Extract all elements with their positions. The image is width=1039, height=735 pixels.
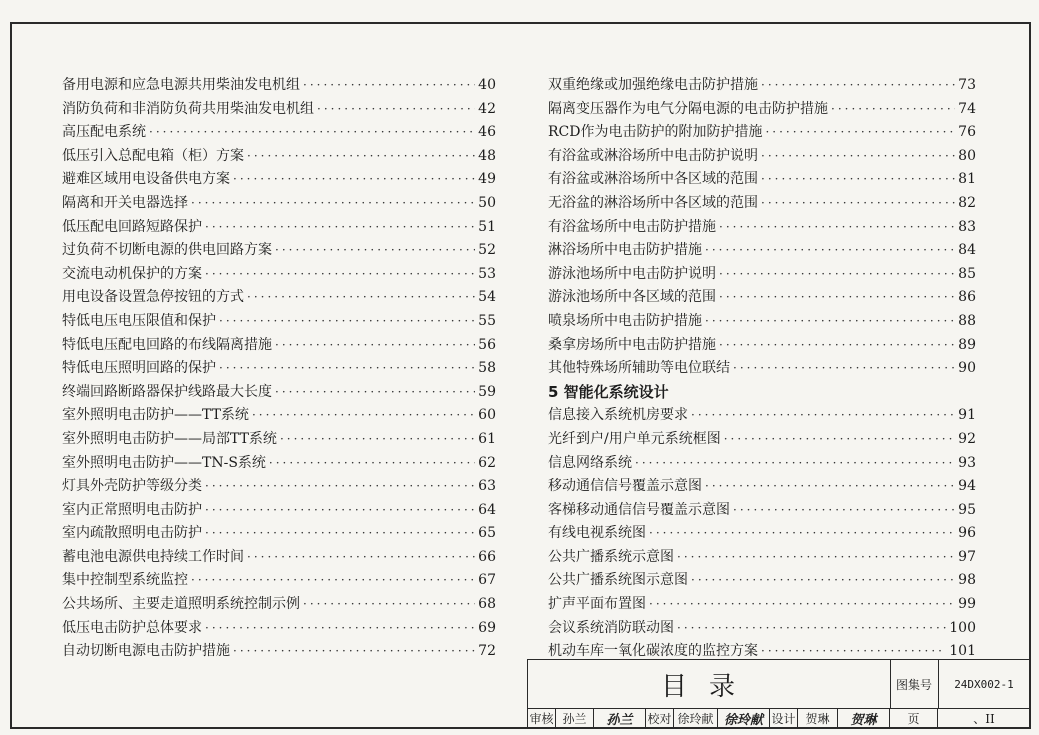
toc-entry-title: 有线电视系统图 (548, 525, 646, 542)
toc-entry (62, 98, 496, 122)
toc-dot-leader (761, 196, 955, 210)
toc-entry (548, 192, 976, 216)
toc-dot-leader (303, 78, 475, 92)
toc-entry-title: 集中控制型系统监控 (62, 572, 188, 589)
designer-signature: 贺琳 (838, 708, 890, 729)
toc-entry-title: 公共广播系统示意图 (548, 548, 674, 565)
toc-entry (62, 640, 496, 664)
toc-entry-title: 游泳池场所中各区域的范围 (548, 289, 716, 306)
toc-dot-leader (205, 503, 475, 517)
toc-entry-page: 72 (478, 643, 496, 660)
page-number: 、II (973, 712, 995, 726)
toc-right-column (548, 74, 976, 664)
toc-dot-leader (765, 125, 955, 139)
toc-entry (62, 404, 496, 428)
toc-dot-leader (719, 290, 955, 304)
toc-entry-title: 隔离变压器作为电气分隔电源的电击防护措施 (548, 100, 828, 117)
toc-entry (548, 428, 976, 452)
toc-entry (62, 381, 496, 405)
toc-entry-title: 交流电动机保护的方案 (62, 265, 202, 282)
toc-dot-leader (705, 243, 955, 257)
atlas-number: 24DX002-1 (938, 660, 1030, 709)
toc-entry (548, 593, 976, 617)
toc-dot-leader (205, 526, 475, 540)
toc-entry-page: 99 (958, 596, 976, 613)
toc-entry-title: 室内疏散照明电击防护 (62, 525, 202, 542)
toc-entry-page: 81 (958, 171, 976, 188)
toc-entry-title: 特低电压照明回路的保护 (62, 360, 216, 377)
toc-entry (62, 121, 496, 145)
toc-dot-leader (149, 125, 475, 139)
toc-dot-leader (705, 479, 955, 493)
toc-entry-title: 低压电击防护总体要求 (62, 619, 202, 636)
toc-entry-page: 73 (958, 77, 976, 93)
toc-entry (62, 145, 496, 169)
checker-signature: 徐玲献 (718, 708, 770, 729)
toc-entry (62, 216, 496, 240)
toc-dot-leader (719, 220, 955, 234)
toc-entry (62, 569, 496, 593)
toc-dot-leader (831, 102, 955, 116)
toc-entry (62, 475, 496, 499)
toc-entry-title: 有浴盆或淋浴场所中电击防护说明 (548, 147, 758, 164)
toc-entry-title: 桑拿房场所中电击防护措施 (548, 336, 716, 353)
toc-entry-page: 60 (478, 407, 496, 424)
toc-entry (62, 452, 496, 476)
toc-entry-page: 50 (478, 194, 496, 211)
toc-entry-title: 室外照明电击防护——TT系统 (62, 407, 249, 424)
atlas-number-label: 图集号 (890, 660, 939, 709)
designer-name: 贺琳 (798, 708, 838, 729)
toc-entry-page: 95 (958, 501, 976, 518)
toc-entry-page: 82 (958, 194, 976, 211)
toc-dot-leader (761, 644, 946, 658)
toc-dot-leader (761, 149, 955, 163)
toc-left-column (62, 74, 496, 664)
toc-dot-leader (191, 573, 475, 587)
toc-entry (548, 98, 976, 122)
toc-entry-title: 信息网络系统 (548, 454, 632, 471)
toc-entry-title: 避难区域用电设备供电方案 (62, 171, 230, 188)
toc-dot-leader (247, 550, 475, 564)
toc-entry-title: 游泳池场所中电击防护说明 (548, 265, 716, 282)
toc-entry-title: RCD作为电击防护的附加防护措施 (548, 124, 763, 141)
toc-dot-leader (275, 243, 475, 257)
toc-entry (62, 522, 496, 546)
toc-dot-leader (205, 220, 475, 234)
toc-entry-page: 83 (958, 218, 976, 235)
toc-entry-title: 备用电源和应急电源共用柴油发电机组 (62, 77, 300, 93)
toc-dot-leader (724, 432, 955, 446)
toc-entry-title: 有浴盆或淋浴场所中各区域的范围 (548, 171, 758, 188)
toc-entry-title: 扩声平面布置图 (548, 596, 646, 613)
toc-entry-page: 46 (478, 124, 496, 141)
title-block (527, 659, 1031, 729)
toc-entry (62, 239, 496, 263)
toc-entry-title: 自动切断电源电击防护措施 (62, 643, 230, 660)
toc-entry-page: 90 (958, 360, 976, 377)
toc-entry (62, 74, 496, 98)
toc-dot-leader (191, 196, 475, 210)
toc-entry-title: 无浴盆的淋浴场所中各区域的范围 (548, 194, 758, 211)
toc-entry-page: 94 (958, 478, 976, 495)
toc-entry (548, 569, 976, 593)
toc-dot-leader (635, 456, 955, 470)
toc-dot-leader (247, 149, 475, 163)
toc-entry (62, 334, 496, 358)
toc-entry (548, 452, 976, 476)
toc-entry (62, 192, 496, 216)
toc-dot-leader (677, 550, 955, 564)
toc-entry-page: 59 (478, 383, 496, 400)
toc-dot-leader (733, 361, 955, 375)
toc-entry-page: 56 (478, 336, 496, 353)
toc-dot-leader (649, 597, 955, 611)
toc-entry (62, 593, 496, 617)
toc-entry-page: 98 (958, 572, 976, 589)
toc-entry (62, 310, 496, 334)
toc-dot-leader (649, 526, 955, 540)
toc-dot-leader (303, 597, 475, 611)
toc-entry (62, 357, 496, 381)
toc-entry (548, 263, 976, 287)
toc-entry-title: 双重绝缘或加强绝缘电击防护措施 (548, 77, 758, 93)
toc-dot-leader (691, 573, 955, 587)
reviewer-signature: 孙兰 (594, 708, 646, 729)
title-block-signature-row (528, 708, 1030, 729)
reviewer-name: 孙兰 (556, 708, 594, 729)
toc-entry-title: 光纤到户/用户单元系统框图 (548, 430, 721, 447)
toc-entry-page: 100 (949, 619, 976, 636)
toc-dot-leader (761, 78, 955, 92)
toc-entry (548, 475, 976, 499)
toc-entry-title: 室内正常照明电击防护 (62, 501, 202, 518)
toc-entry-page: 84 (958, 242, 976, 259)
design-label: 设计 (770, 708, 798, 729)
toc-entry-title: 机动车库一氧化碳浓度的监控方案 (548, 643, 758, 660)
toc-entry-page: 69 (478, 619, 496, 636)
toc-dot-leader (719, 267, 955, 281)
toc-entry (62, 428, 496, 452)
toc-entry-page: 53 (478, 265, 496, 282)
toc-entry-page: 64 (478, 501, 496, 518)
toc-entry-page: 66 (478, 548, 496, 565)
toc-entry-title: 消防负荷和非消防负荷共用柴油发电机组 (62, 100, 314, 117)
toc-entry (548, 546, 976, 570)
toc-dot-leader (205, 267, 475, 281)
toc-entry-title: 特低电压电压限值和保护 (62, 312, 216, 329)
toc-dot-leader (205, 621, 475, 635)
toc-entry (548, 404, 976, 428)
toc-entry-title: 信息接入系统机房要求 (548, 407, 688, 424)
toc-entry-page: 80 (958, 147, 976, 164)
toc-dot-leader (761, 172, 955, 186)
toc-entry (548, 286, 976, 310)
toc-entry-page: 68 (478, 596, 496, 613)
title-block-title: 目录 (528, 660, 891, 709)
toc-entry-page: 54 (478, 289, 496, 306)
toc-entry-page: 55 (478, 312, 496, 329)
toc-dot-leader (205, 479, 475, 493)
toc-dot-leader (219, 361, 475, 375)
toc-entry-title: 室外照明电击防护——局部TT系统 (62, 430, 277, 447)
toc-entry (548, 74, 976, 98)
toc-entry (548, 310, 976, 334)
toc-entry (548, 239, 976, 263)
toc-entry-title: 公共广播系统图示意图 (548, 572, 688, 589)
check-label: 校对 (646, 708, 674, 729)
toc-entry-title: 低压配电回路短路保护 (62, 218, 202, 235)
toc-entry-page: 52 (478, 242, 496, 259)
toc-entry (548, 168, 976, 192)
toc-entry (548, 145, 976, 169)
toc-entry-page: 101 (949, 643, 976, 660)
toc-entry-title: 低压引入总配电箱（柜）方案 (62, 147, 244, 164)
checker-name: 徐玲献 (674, 708, 718, 729)
toc-entry-page: 74 (958, 100, 976, 117)
review-label: 审核 (528, 708, 556, 729)
toc-entry-page: 88 (958, 312, 976, 329)
toc-entry-page: 85 (958, 265, 976, 282)
toc-entry-title: 移动通信信号覆盖示意图 (548, 478, 702, 495)
toc-entry-page: 58 (478, 360, 496, 377)
toc-entry-page: 91 (958, 407, 976, 424)
toc-dot-leader (733, 503, 955, 517)
toc-entry-page: 49 (478, 171, 496, 188)
toc-entry (548, 334, 976, 358)
toc-dot-leader (691, 408, 955, 422)
toc-dot-leader (317, 102, 475, 116)
toc-entry-page: 48 (478, 147, 496, 164)
toc-entry (62, 546, 496, 570)
toc-dot-leader (233, 172, 475, 186)
toc-entry-page: 61 (478, 430, 496, 447)
toc-entry-title: 公共场所、主要走道照明系统控制示例 (62, 596, 300, 613)
toc-entry-title: 终端回路断路器保护线路最大长度 (62, 383, 272, 400)
toc-entry (548, 216, 976, 240)
toc-entry-page: 93 (958, 454, 976, 471)
toc-entry-page: 97 (958, 548, 976, 565)
toc-dot-leader (677, 621, 946, 635)
toc-entry-title: 用电设备设置急停按钮的方式 (62, 289, 244, 306)
toc-entry (62, 168, 496, 192)
toc-entry-page: 67 (478, 572, 496, 589)
toc-entry-title: 会议系统消防联动图 (548, 619, 674, 636)
section-heading: 5 智能化系统设计 (548, 382, 669, 401)
toc-dot-leader (269, 456, 475, 470)
toc-entry-title: 过负荷不切断电源的供电回路方案 (62, 242, 272, 259)
toc-entry-page: 51 (478, 218, 496, 235)
toc-entry-title: 淋浴场所中电击防护措施 (548, 242, 702, 259)
toc-entry-title: 有浴盆场所中电击防护措施 (548, 218, 716, 235)
toc-entry-title: 灯具外壳防护等级分类 (62, 478, 202, 495)
page-label: 页 (890, 708, 938, 729)
toc-entry-title: 蓄电池电源供电持续工作时间 (62, 548, 244, 565)
toc-entry-page: 76 (958, 124, 976, 141)
toc-dot-leader (233, 644, 475, 658)
toc-entry-title: 其他特殊场所辅助等电位联结 (548, 360, 730, 377)
toc-dot-leader (719, 338, 955, 352)
toc-dot-leader (280, 432, 475, 446)
toc-dot-leader (219, 314, 475, 328)
toc-dot-leader (247, 290, 475, 304)
toc-entry (62, 617, 496, 641)
toc-entry (62, 499, 496, 523)
toc-entry-page: 86 (958, 289, 976, 306)
toc-entry (548, 617, 976, 641)
toc-entry-page: 65 (478, 525, 496, 542)
toc-entry (548, 121, 976, 145)
toc-entry (62, 263, 496, 287)
toc-entry-page: 62 (478, 454, 496, 471)
toc-entry-title: 隔离和开关电器选择 (62, 194, 188, 211)
toc-dot-leader (252, 408, 475, 422)
toc-dot-leader (705, 314, 955, 328)
toc-entry (62, 286, 496, 310)
toc-entry-page: 92 (958, 430, 976, 447)
toc-entry (548, 357, 976, 381)
toc-entry-page: 40 (478, 77, 496, 93)
toc-entry-title: 客梯移动通信信号覆盖示意图 (548, 501, 730, 518)
toc-entry-title: 高压配电系统 (62, 124, 146, 141)
toc-entry-page: 42 (478, 100, 496, 117)
toc-entry (548, 499, 976, 523)
toc-entry-title: 特低电压配电回路的布线隔离措施 (62, 336, 272, 353)
toc-entry-page: 89 (958, 336, 976, 353)
toc-entry-page: 96 (958, 525, 976, 542)
toc-entry (548, 522, 976, 546)
toc-entry-title: 室外照明电击防护——TN-S系统 (62, 454, 266, 471)
toc-dot-leader (275, 338, 475, 352)
toc-entry-page: 63 (478, 478, 496, 495)
toc-entry-title: 喷泉场所中电击防护措施 (548, 312, 702, 329)
toc-dot-leader (275, 385, 475, 399)
